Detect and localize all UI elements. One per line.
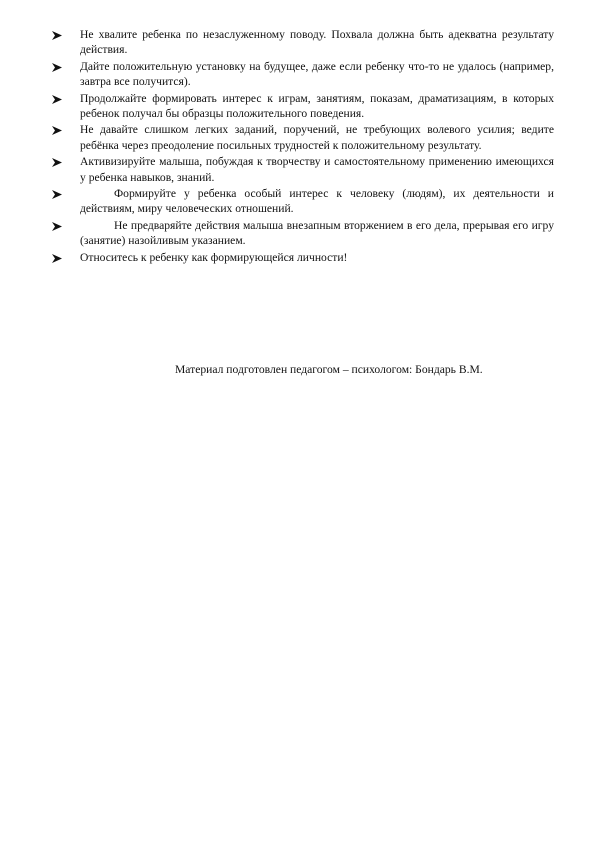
list-item-text: Дайте положительную установку на будущее, даже если ребенку что-то не удалось (например, завтра все получится). (80, 59, 554, 89)
list-item-text: Не хвалите ребенка по незаслуженному поводу. Похвала должна быть адекватна результату действия. (80, 28, 554, 57)
arrowhead-bullet-icon (52, 126, 62, 135)
arrowhead-bullet-icon (52, 158, 62, 167)
list-item-text: Формируйте у ребенка особый интерес к человеку (людям), их деятельности и действиям, миру человеческих отношений. (80, 187, 554, 216)
arrowhead-bullet-icon (52, 95, 62, 104)
recommendations-list (52, 27, 554, 266)
list-item (52, 250, 554, 265)
list-item (52, 91, 554, 122)
list-item-text: Не предваряйте действия малыша внезапным вторжением в его дела, прерывая его игру (занятие) назойливым указанием. (80, 218, 554, 248)
list-item (52, 154, 554, 185)
arrowhead-bullet-icon (52, 63, 62, 72)
list-item (52, 218, 554, 249)
list-item (52, 27, 554, 58)
author-signature: Материал подготовлен педагогом – психологом: Бондарь В.М. (175, 363, 483, 376)
list-item-text: Активизируйте малыша, побуждая к творчеству и самостоятельному применению имеющихся у ребенка навыков, знаний. (80, 155, 554, 184)
arrowhead-bullet-icon (52, 222, 62, 231)
arrowhead-bullet-icon (52, 31, 62, 40)
arrowhead-bullet-icon (52, 190, 62, 199)
arrowhead-bullet-icon (52, 254, 62, 263)
list-item (52, 186, 554, 217)
list-item-text: Относитесь к ребенку как формирующейся личности! (80, 250, 348, 264)
list-item (52, 122, 554, 153)
list-item-text: Не давайте слишком легких заданий, поручений, не требующих волевого усилия; ведите ребёнка через преодоление посильных трудностей к положительному результату. (80, 123, 554, 152)
list-item-text: Продолжайте формировать интерес к играм, занятиям, показам, драматизациям, в которых ребенок получал бы образцы положительного поведения. (80, 91, 554, 121)
list-item (52, 59, 554, 90)
